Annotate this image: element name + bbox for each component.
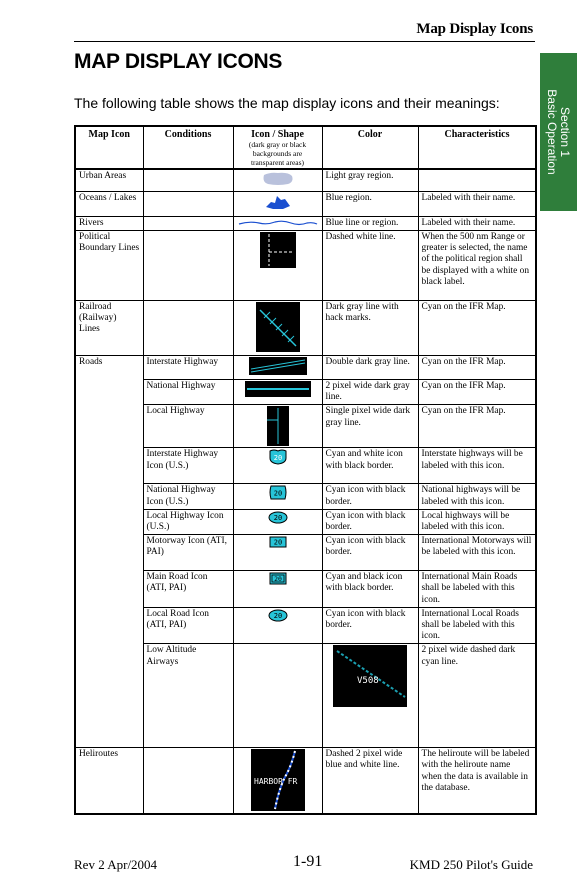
table-row xyxy=(75,405,536,448)
header-icon-shape-label: Icon / Shape xyxy=(251,129,304,140)
table-row xyxy=(75,484,536,509)
cell-characteristics: Interstate highways will be labeled with this icon. xyxy=(418,448,536,484)
section-tab-text xyxy=(540,53,577,211)
cell-color: 2 pixel wide dark gray line. xyxy=(322,379,418,404)
header-icon-shape xyxy=(233,126,322,169)
cell-conditions xyxy=(143,191,233,216)
cell-color: Dashed 2 pixel wide blue and white line. xyxy=(322,748,418,814)
cell-icon xyxy=(233,535,322,571)
footer-revision: Rev 2 Apr/2004 xyxy=(74,857,158,872)
section-tab-line1: Section 1 xyxy=(558,106,573,158)
cell-icon xyxy=(233,448,322,484)
cell-characteristics: Labeled with their name. xyxy=(418,191,536,216)
interstate-shield-icon xyxy=(269,449,287,465)
cell-conditions xyxy=(233,644,322,748)
airway-label: V508 xyxy=(357,676,379,687)
cell-conditions: National Highway Icon (U.S.) xyxy=(143,484,233,509)
header-icon-shape-note: (dark gray or black backgrounds are transparent areas) xyxy=(248,140,307,168)
header-characteristics: Characteristics xyxy=(418,126,536,169)
header-conditions: Conditions xyxy=(143,126,233,169)
airway-icon xyxy=(333,645,407,707)
motorway-label: 20 xyxy=(273,538,282,547)
main-road-icon xyxy=(269,572,287,585)
cell-conditions: National Highway xyxy=(143,379,233,404)
national-highway-icon xyxy=(245,381,311,397)
table-row xyxy=(75,644,536,748)
running-header-title: Map Display Icons xyxy=(416,21,533,37)
cell-color: Cyan icon with black border. xyxy=(322,535,418,571)
table-row xyxy=(75,748,536,814)
river-icon xyxy=(237,218,319,228)
header-color: Color xyxy=(322,126,418,169)
cell-characteristics: Cyan on the IFR Map. xyxy=(418,355,536,379)
national-highway-shield-icon xyxy=(269,485,287,500)
header-rule xyxy=(74,41,535,42)
cell-conditions xyxy=(143,230,233,300)
cell-icon xyxy=(233,607,322,644)
table-row xyxy=(75,607,536,644)
cell-characteristics: Cyan on the IFR Map. xyxy=(418,379,536,404)
cell-map-icon: Rivers xyxy=(75,216,143,230)
cell-characteristics: Local highways will be labeled with this icon. xyxy=(418,509,536,534)
local-highway-icon xyxy=(267,406,289,446)
cell-conditions: Local Highway Icon (U.S.) xyxy=(143,509,233,534)
cell-conditions: Main Road Icon (ATI, PAI) xyxy=(143,571,233,608)
cell-conditions xyxy=(143,216,233,230)
cell-color: Single pixel wide dark gray line. xyxy=(322,405,418,448)
section-tab-line2: Basic Operation xyxy=(545,89,560,175)
cell-characteristics: Cyan on the IFR Map. xyxy=(418,405,536,448)
cell-characteristics: International Local Roads shall be labeled with this icon. xyxy=(418,607,536,644)
main-road-label: 20 xyxy=(273,575,282,584)
table-header-row xyxy=(75,126,536,169)
interstate-highway-icon xyxy=(249,357,307,375)
cell-characteristics: Cyan on the IFR Map. xyxy=(418,300,536,355)
section-tab xyxy=(540,53,577,211)
table-row xyxy=(75,535,536,571)
interstate-shield-label: 20 xyxy=(273,454,282,463)
cell-conditions xyxy=(143,300,233,355)
lake-icon xyxy=(263,193,293,211)
table-row xyxy=(75,379,536,404)
cell-color: Blue region. xyxy=(322,191,418,216)
cell-color: Cyan icon with black border. xyxy=(322,509,418,534)
motorway-icon xyxy=(269,536,287,548)
cell-characteristics: National highways will be labeled with this icon. xyxy=(418,484,536,509)
cell-color: 2 pixel wide dashed dark cyan line. xyxy=(418,644,536,748)
cell-icon xyxy=(233,405,322,448)
cell-map-icon: Political Boundary Lines xyxy=(75,230,143,300)
political-boundary-icon xyxy=(260,232,296,268)
cell-conditions: Local Road Icon (ATI, PAI) xyxy=(143,607,233,644)
local-road-label: 20 xyxy=(273,611,282,620)
cell-icon xyxy=(233,379,322,404)
cell-color: Blue line or region. xyxy=(322,216,418,230)
cell-color: Cyan icon with black border. xyxy=(322,607,418,644)
cell-icon xyxy=(233,355,322,379)
cell-conditions: Interstate Highway Icon (U.S.) xyxy=(143,448,233,484)
cell-icon xyxy=(233,509,322,534)
cell-color: Cyan and black icon with black border. xyxy=(322,571,418,608)
cell-icon xyxy=(233,300,322,355)
cell-color: Cyan and white icon with black border. xyxy=(322,448,418,484)
cell-icon xyxy=(233,169,322,191)
cell-conditions: Motorway Icon (ATI, PAI) xyxy=(143,535,233,571)
footer-page-number: 1-91 xyxy=(293,853,323,870)
local-highway-oval-icon xyxy=(268,511,288,524)
cell-conditions xyxy=(143,169,233,191)
cell-characteristics xyxy=(418,169,536,191)
table-row xyxy=(75,448,536,484)
cell-characteristics: International Main Roads shall be labeled with this icon. xyxy=(418,571,536,608)
cell-icon xyxy=(233,484,322,509)
table-row xyxy=(75,230,536,300)
cell-color: Dark gray line with hack marks. xyxy=(322,300,418,355)
table-row xyxy=(75,355,536,379)
local-road-icon xyxy=(268,609,288,622)
national-shield-label: 20 xyxy=(273,489,282,498)
local-oval-label: 20 xyxy=(273,513,282,522)
footer-guide-title: KMD 250 Pilot's Guide xyxy=(409,857,533,872)
urban-area-icon xyxy=(258,171,298,187)
cell-icon xyxy=(322,644,418,748)
cell-map-icon: Urban Areas xyxy=(75,169,143,191)
cell-conditions xyxy=(143,748,233,814)
heliroute-label: HARBOR FR xyxy=(253,777,297,787)
cell-color: Cyan icon with black border. xyxy=(322,484,418,509)
table-row xyxy=(75,300,536,355)
table-row xyxy=(75,509,536,534)
table-row xyxy=(75,191,536,216)
cell-color: Light gray region. xyxy=(322,169,418,191)
cell-color: Double dark gray line. xyxy=(322,355,418,379)
cell-conditions: Interstate Highway xyxy=(143,355,233,379)
cell-color: Dashed white line. xyxy=(322,230,418,300)
table-row xyxy=(75,169,536,191)
heliroute-icon xyxy=(251,749,305,811)
cell-icon xyxy=(233,571,322,608)
cell-icon xyxy=(233,216,322,230)
cell-characteristics: The heliroute will be labeled with the heliroute name when the data is available in the database. xyxy=(418,748,536,814)
cell-map-icon: Railroad (Railway) Lines xyxy=(75,300,143,355)
header-map-icon: Map Icon xyxy=(75,126,143,169)
table-row xyxy=(75,571,536,608)
cell-map-icon: Heliroutes xyxy=(75,748,143,814)
map-icons-table xyxy=(74,125,537,815)
cell-icon xyxy=(233,230,322,300)
cell-icon xyxy=(233,748,322,814)
table-row xyxy=(75,216,536,230)
cell-characteristics: International Motorways will be labeled with this icon. xyxy=(418,535,536,571)
cell-characteristics: Labeled with their name. xyxy=(418,216,536,230)
intro-paragraph: The following table shows the map display icons and their meanings: xyxy=(74,95,500,111)
cell-map-icon-roads: Roads xyxy=(75,355,143,747)
cell-map-icon: Oceans / Lakes xyxy=(75,191,143,216)
cell-conditions: Local Highway xyxy=(143,405,233,448)
cell-icon xyxy=(233,191,322,216)
railroad-icon xyxy=(256,302,300,352)
page-title: MAP DISPLAY ICONS xyxy=(74,50,283,73)
cell-map-icon: Low Altitude Airways xyxy=(143,644,233,748)
cell-characteristics: When the 500 nm Range or greater is selected, the name of the political region shall be displayed with a white on black label. xyxy=(418,230,536,300)
